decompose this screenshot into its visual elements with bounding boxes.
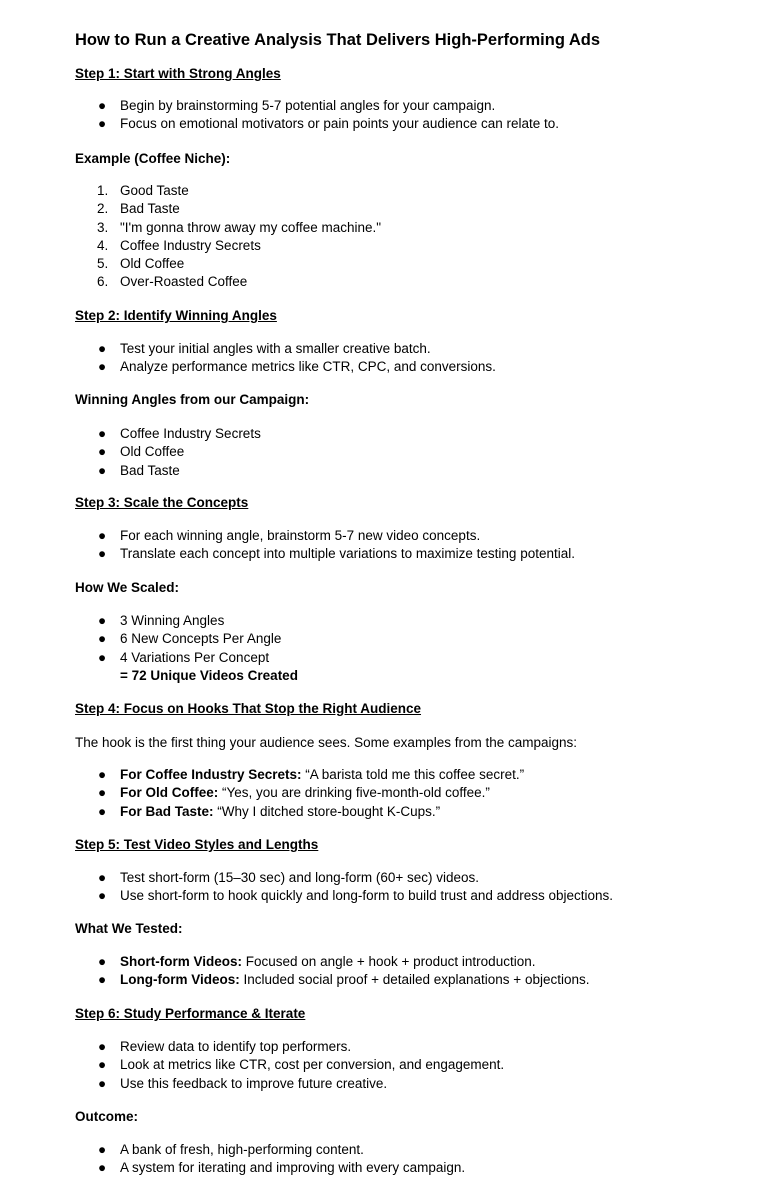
bullet-icon: ● <box>98 649 107 665</box>
bullet-icon: ● <box>98 1075 107 1091</box>
what-we-tested-heading: What We Tested: <box>75 921 183 936</box>
step-5-heading: Step 5: Test Video Styles and Lengths <box>75 837 319 852</box>
outcome-heading: Outcome: <box>75 1109 139 1124</box>
bullet-icon: ● <box>98 341 107 356</box>
list-item: ● 4 Variations Per Concept <box>75 649 281 667</box>
list-item: ● Translate each concept into multiple variations to maximize testing potential. <box>75 545 575 563</box>
list-item: 2. Bad Taste <box>97 201 180 217</box>
step-4-heading: Step 4: Focus on Hooks That Stop the Right Audience <box>75 701 422 716</box>
step-2-bullets <box>75 340 496 377</box>
bullet-icon: ● <box>98 462 107 478</box>
bullet-icon: ● <box>98 116 107 132</box>
step-5-bullets <box>75 869 613 906</box>
hook-examples-list <box>75 766 524 821</box>
hooks-intro: The hook is the first thing your audience sees. Some examples from the campaigns: <box>75 735 578 750</box>
list-item: ● For Bad Taste: “Why I ditched store-bought K-Cups.” <box>75 803 524 821</box>
list-item: 1. Good Taste <box>97 183 189 198</box>
bullet-icon: ● <box>98 954 107 969</box>
bullet-icon: ● <box>98 1160 107 1176</box>
list-item: ● 3 Winning Angles <box>75 612 281 630</box>
list-item: ● Short-form Videos: Focused on angle + hook + product introduction. <box>75 953 589 971</box>
bullet-icon: ● <box>98 870 107 885</box>
step-1-heading: Step 1: Start with Strong Angles <box>75 66 281 81</box>
document-title: How to Run a Creative Analysis That Delivers High-Performing Ads <box>75 31 601 49</box>
winning-angles-list <box>75 425 261 480</box>
list-item: ● Look at metrics like CTR, cost per conversion, and engagement. <box>75 1056 504 1074</box>
list-item: ● Review data to identify top performers. <box>75 1038 504 1056</box>
list-item: 6. Over-Roasted Coffee <box>97 274 248 290</box>
list-item: ● Test your initial angles with a smaller creative batch. <box>75 340 496 358</box>
bullet-icon: ● <box>98 546 107 562</box>
bullet-icon: ● <box>98 444 107 460</box>
list-item: ● Focus on emotional motivators or pain points your audience can relate to. <box>75 115 559 133</box>
list-item: ● For each winning angle, brainstorm 5-7 new video concepts. <box>75 527 575 545</box>
list-item: ● Analyze performance metrics like CTR, CPC, and conversions. <box>75 358 496 376</box>
list-item: 3. "I'm gonna throw away my coffee machine." <box>97 219 382 235</box>
total-videos-line: = 72 Unique Videos Created <box>120 668 298 683</box>
step-6-heading: Step 6: Study Performance & Iterate <box>75 1006 306 1021</box>
step-6-bullets <box>75 1038 504 1093</box>
step-2-heading: Step 2: Identify Winning Angles <box>75 308 277 323</box>
bullet-icon: ● <box>98 803 107 819</box>
bullet-icon: ● <box>98 613 107 628</box>
list-item: 5. Old Coffee <box>97 256 185 272</box>
list-item: ● Coffee Industry Secrets <box>75 425 261 443</box>
example-angles-list <box>75 182 381 292</box>
list-item: ● A bank of fresh, high-performing content. <box>75 1141 465 1159</box>
bullet-icon: ● <box>98 972 107 988</box>
step-3-bullets <box>75 527 575 564</box>
list-item: ● Begin by brainstorming 5-7 potential angles for your campaign. <box>75 97 559 115</box>
list-item: ● Old Coffee <box>75 443 261 461</box>
list-item: ● Long-form Videos: Included social proof + detailed explanations + objections. <box>75 971 589 989</box>
bullet-icon: ● <box>98 98 107 113</box>
bullet-icon: ● <box>98 888 107 904</box>
list-item: ● Test short-form (15–30 sec) and long-form (60+ sec) videos. <box>75 869 613 887</box>
winning-angles-heading: Winning Angles from our Campaign: <box>75 392 310 407</box>
list-item: ● Use short-form to hook quickly and long-form to build trust and address objections. <box>75 887 613 905</box>
list-item: ● For Old Coffee: “Yes, you are drinking five-month-old coffee.” <box>75 784 524 802</box>
bullet-icon: ● <box>98 528 107 543</box>
bullet-icon: ● <box>98 359 107 375</box>
bullet-icon: ● <box>98 426 107 441</box>
scaling-list <box>75 612 281 667</box>
list-item: ● 6 New Concepts Per Angle <box>75 630 281 648</box>
step-3-heading: Step 3: Scale the Concepts <box>75 495 249 510</box>
bullet-icon: ● <box>98 785 107 801</box>
example-heading: Example (Coffee Niche): <box>75 151 231 166</box>
bullet-icon: ● <box>98 1039 107 1054</box>
bullet-icon: ● <box>98 767 107 782</box>
tested-list <box>75 953 589 990</box>
list-item: ● For Coffee Industry Secrets: “A barista told me this coffee secret.” <box>75 766 524 784</box>
list-item: 4. Coffee Industry Secrets <box>97 237 261 253</box>
bullet-icon: ● <box>98 1057 107 1073</box>
list-item: ● A system for iterating and improving with every campaign. <box>75 1159 465 1177</box>
how-we-scaled-heading: How We Scaled: <box>75 580 180 595</box>
list-item: ● Bad Taste <box>75 462 261 480</box>
bullet-icon: ● <box>98 631 107 647</box>
list-item: ● Use this feedback to improve future creative. <box>75 1075 504 1093</box>
step-1-bullets <box>75 97 559 134</box>
outcome-list <box>75 1141 465 1178</box>
bullet-icon: ● <box>98 1142 107 1157</box>
